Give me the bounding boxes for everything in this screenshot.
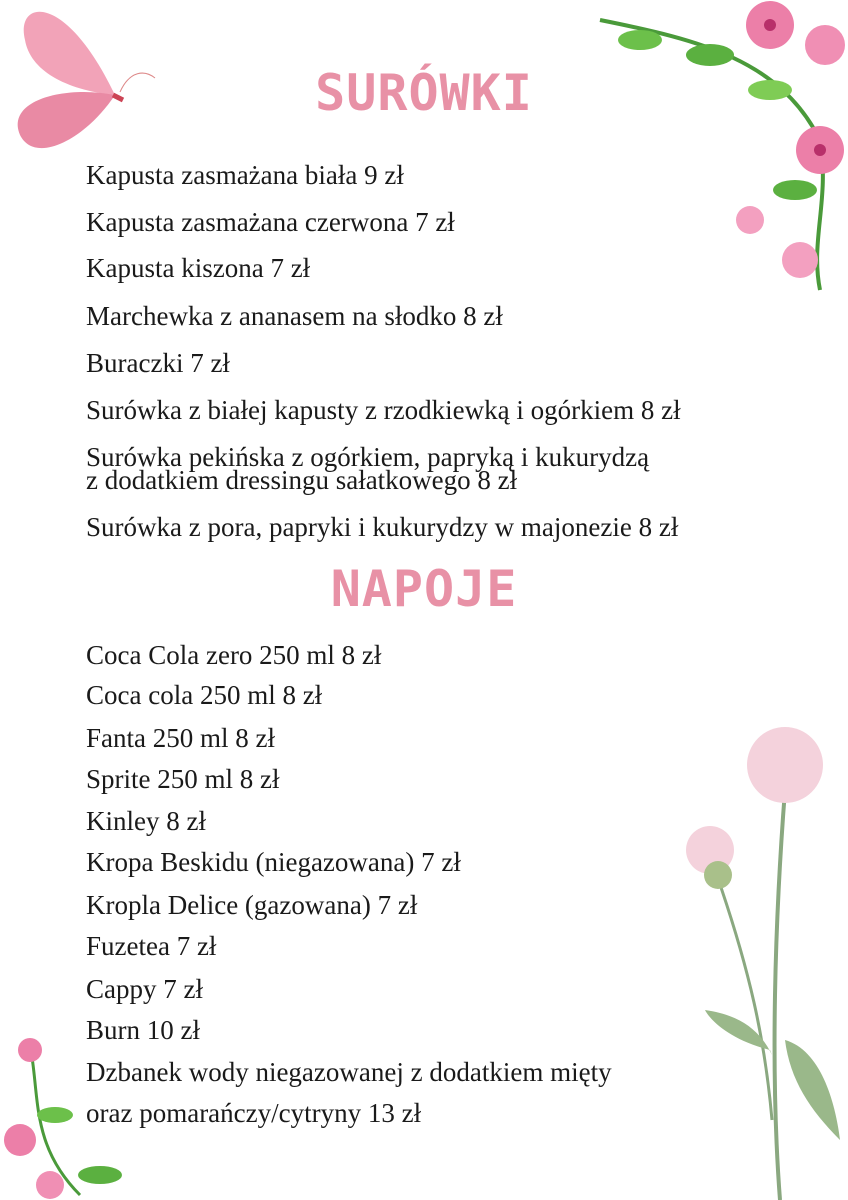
section-title-surowki: SURÓWKI bbox=[315, 64, 533, 122]
menu-item: Marchewka z ananasem na słodko 8 zł bbox=[86, 301, 503, 331]
section-title-napoje: NAPOJE bbox=[330, 560, 518, 618]
menu-item: Kapusta kiszona 7 zł bbox=[86, 253, 311, 283]
menu-item: Coca Cola zero 250 ml 8 zł bbox=[86, 640, 382, 670]
menu-item: Kinley 8 zł bbox=[86, 806, 206, 836]
menu-item: Burn 10 zł bbox=[86, 1015, 200, 1045]
menu-item: Kropa Beskidu (niegazowana) 7 zł bbox=[86, 847, 461, 877]
menu-item-continued: z dodatkiem dressingu sałatkowego 8 zł bbox=[86, 465, 518, 495]
menu-item: Surówka z pora, papryki i kukurydzy w majonezie 8 zł bbox=[86, 512, 679, 542]
menu-item: Surówka z białej kapusty z rzodkiewką i ogórkiem 8 zł bbox=[86, 395, 681, 425]
cornflower-illustration bbox=[660, 720, 848, 1200]
menu-item: Kapusta zasmażana czerwona 7 zł bbox=[86, 207, 455, 237]
menu-item: Sprite 250 ml 8 zł bbox=[86, 764, 280, 794]
menu-item: Dzbanek wody niegazowanej z dodatkiem mięty bbox=[86, 1057, 612, 1087]
menu-item: Kapusta zasmażana biała 9 zł bbox=[86, 160, 404, 190]
menu-item: Buraczki 7 zł bbox=[86, 348, 230, 378]
flower-corner-top-right-illustration bbox=[580, 0, 848, 300]
menu-item: Fuzetea 7 zł bbox=[86, 931, 217, 961]
menu-item: Kropla Delice (gazowana) 7 zł bbox=[86, 890, 418, 920]
menu-item: Cappy 7 zł bbox=[86, 974, 203, 1004]
menu-item: Fanta 250 ml 8 zł bbox=[86, 723, 275, 753]
menu-item: Surówka pekińska z ogórkiem, papryką i kukurydzą bbox=[86, 442, 650, 472]
menu-item-continued: oraz pomarańczy/cytryny 13 zł bbox=[86, 1098, 422, 1128]
menu-item: Coca cola 250 ml 8 zł bbox=[86, 680, 323, 710]
